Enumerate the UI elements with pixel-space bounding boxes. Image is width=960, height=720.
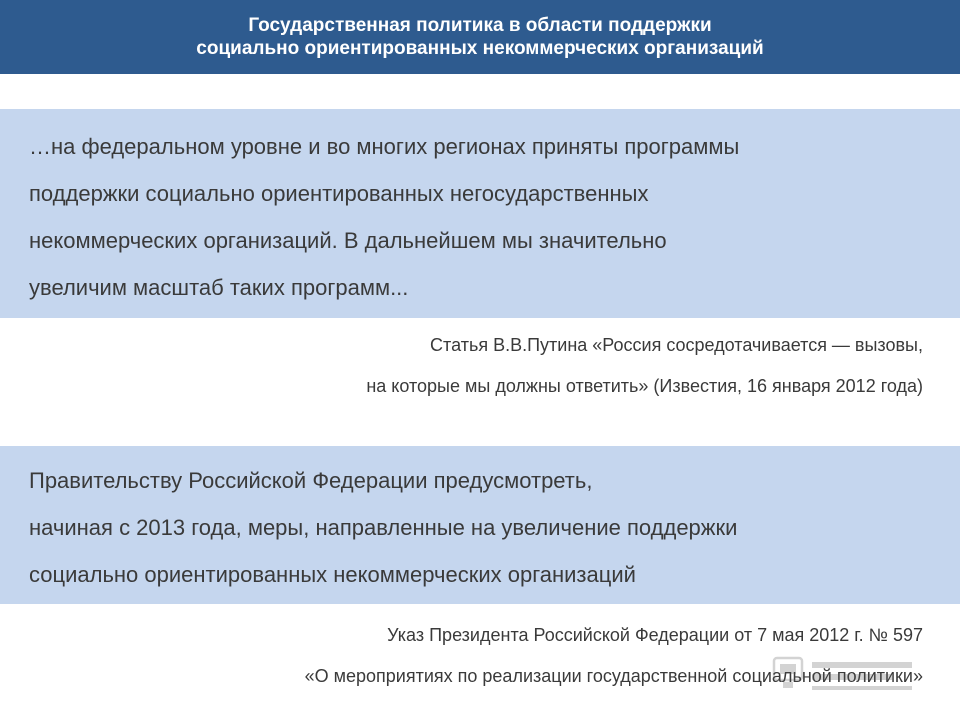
header-title-line-2: социально ориентированных некоммерческих организаций	[196, 38, 764, 59]
quote-line: Правительству Российской Федерации предусмотреть,	[29, 468, 593, 493]
quote-line: увеличим масштаб таких программ...	[29, 275, 409, 300]
quote-block-decree	[0, 446, 960, 604]
quote-line: поддержки социально ориентированных негосударственных	[29, 181, 649, 206]
source-line: «О мероприятиях по реализации государственной социальной политики»	[304, 666, 923, 686]
quote-line: социально ориентированных некоммерческих организаций	[29, 562, 636, 587]
source-line: Указ Президента Российской Федерации от 7 мая 2012 г. № 597	[387, 625, 923, 645]
presentation-watermark-icon	[772, 652, 922, 702]
quote-line: …на федеральном уровне и во многих регионах приняты программы	[29, 134, 740, 159]
source-citation-article	[366, 325, 923, 407]
source-line: на которые мы должны ответить» (Известия, 16 января 2012 года)	[366, 376, 923, 396]
quote-block-putin	[0, 109, 960, 318]
quote-line: некоммерческих организаций. В дальнейшем мы значительно	[29, 228, 667, 253]
quote-line: начиная с 2013 года, меры, направленные на увеличение поддержки	[29, 515, 738, 540]
source-line: Статья В.В.Путина «Россия сосредотачивается — вызовы,	[430, 335, 923, 355]
header-title-line-1: Государственная политика в области поддержки	[248, 15, 712, 36]
slide-header	[0, 0, 960, 74]
